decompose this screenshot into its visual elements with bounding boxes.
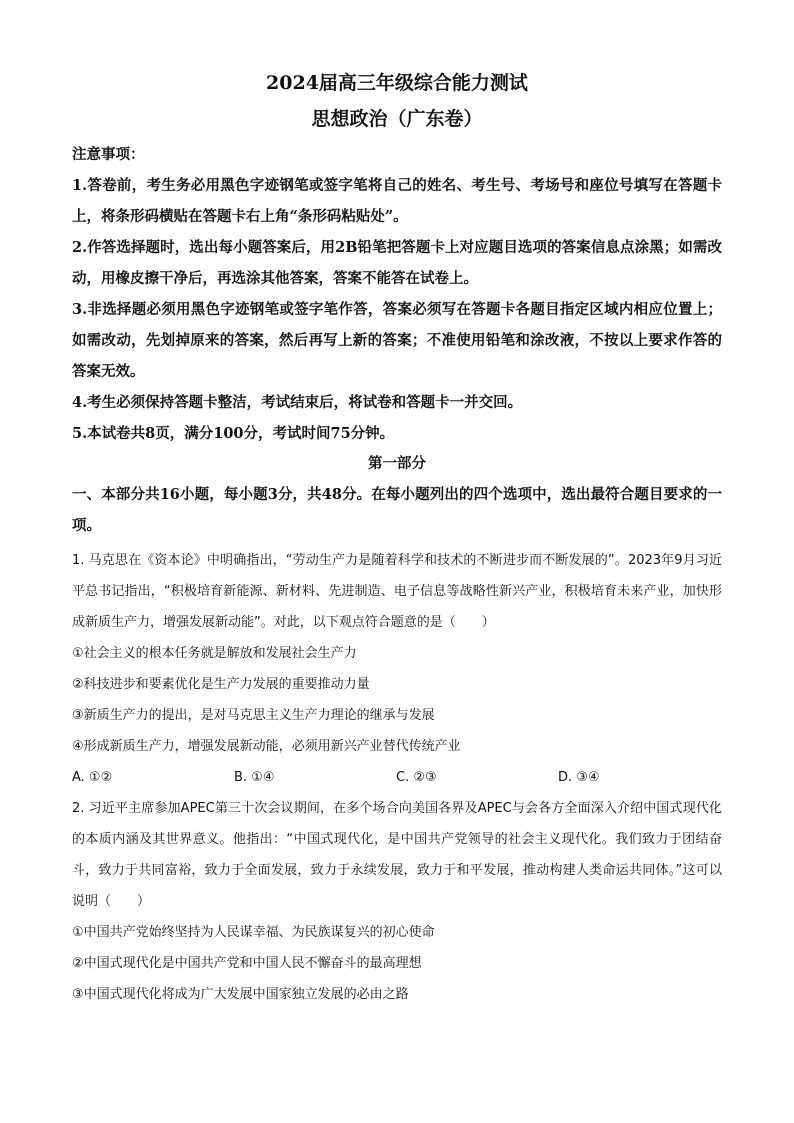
section-intro: 一、本部分共16小题，每小题3分，共48分。在每小题列出的四个选项中，选出最符合题目要求的一项。	[72, 486, 722, 534]
question-stem: 1. 马克思在《资本论》中明确指出，“劳动生产力是随着科学和技术的不断进步而不断发展的”。2023年9月习近平总书记指出，“积极培育新能源、新材料、先进制造、电子信息等战略性新兴产业，积极培育未来产业，加快形成新质生产力，增强发展新动能”。对此，以下观点符合题意的是（ ）	[72, 553, 722, 630]
exam-subtitle: 思想政治（广东卷）	[311, 108, 483, 130]
notice-item-3: 3.非选择题必须用黑色字迹钢笔或签字笔作答，答案必须写在答题卡各题目指定区域内相应位置上；如需改动，先划掉原来的答案，然后再写上新的答案；不准使用铅笔和涂改液，不按以上要求作答的答案无效。	[72, 301, 722, 380]
exam-title: 2024届高三年级综合能力测试	[266, 72, 528, 94]
notice-item-5: 5.本试卷共8页，满分100分，考试时间75分钟。	[72, 425, 395, 442]
choice-c: C. ②③	[396, 770, 437, 785]
choice-d: D. ③④	[558, 770, 600, 785]
choice-a: A. ①②	[72, 770, 113, 785]
notice-item-4: 4.考生必须保持答题卡整洁，考试结束后，将试卷和答题卡一并交回。	[72, 394, 523, 411]
notice-section	[72, 144, 722, 449]
question-statement: ①中国共产党始终坚持为人民谋幸福、为民族谋复兴的初心使命	[72, 925, 435, 940]
question-statement: ③中国式现代化将成为广大发展中国家独立发展的必由之路	[72, 987, 409, 1002]
part-title: 第一部分	[368, 455, 426, 472]
exam-page	[72, 70, 722, 1010]
question-2	[72, 793, 722, 1010]
answer-choices	[72, 762, 722, 793]
question-statement: ①社会主义的根本任务就是解放和发展社会生产力	[72, 646, 357, 661]
question-statement: ②科技进步和要素优化是生产力发展的重要推动力量	[72, 677, 370, 692]
notice-item-2: 2.作答选择题时，选出每小题答案后，用2B铅笔把答题卡上对应题目选项的答案信息点涂黑；如需改动，用橡皮擦干净后，再选涂其他答案，答案不能答在试卷上。	[72, 239, 722, 287]
question-statement: ②中国式现代化是中国共产党和中国人民不懈奋斗的最高理想	[72, 956, 422, 971]
question-statement: ④形成新质生产力，增强发展新动能，必须用新兴产业替代传统产业	[72, 739, 461, 754]
notice-item-1: 1.答卷前，考生务必用黑色字迹钢笔或签字笔将自己的姓名、考生号、考场号和座位号填写在答题卡上，将条形码横贴在答题卡右上角“条形码粘贴处”。	[72, 177, 722, 225]
notice-heading: 注意事项：	[72, 146, 145, 163]
choice-b: B. ①④	[234, 770, 275, 785]
question-statement: ③新质生产力的提出，是对马克思主义生产力理论的继承与发展	[72, 708, 435, 723]
question-stem: 2. 习近平主席参加APEC第三十次会议期间，在多个场合向美国各界及APEC与会各方全面深入介绍中国式现代化的本质内涵及其世界意义。他指出：“中国式现代化，是中国共产党领导的社会主义现代化。我们致力于团结奋斗，致力于共同富裕，致力于全面发展，致力于永续发展，致力于和平发展，推动构建人类命运共同体。”这可以说明（ ）	[72, 801, 722, 909]
question-1	[72, 545, 722, 793]
